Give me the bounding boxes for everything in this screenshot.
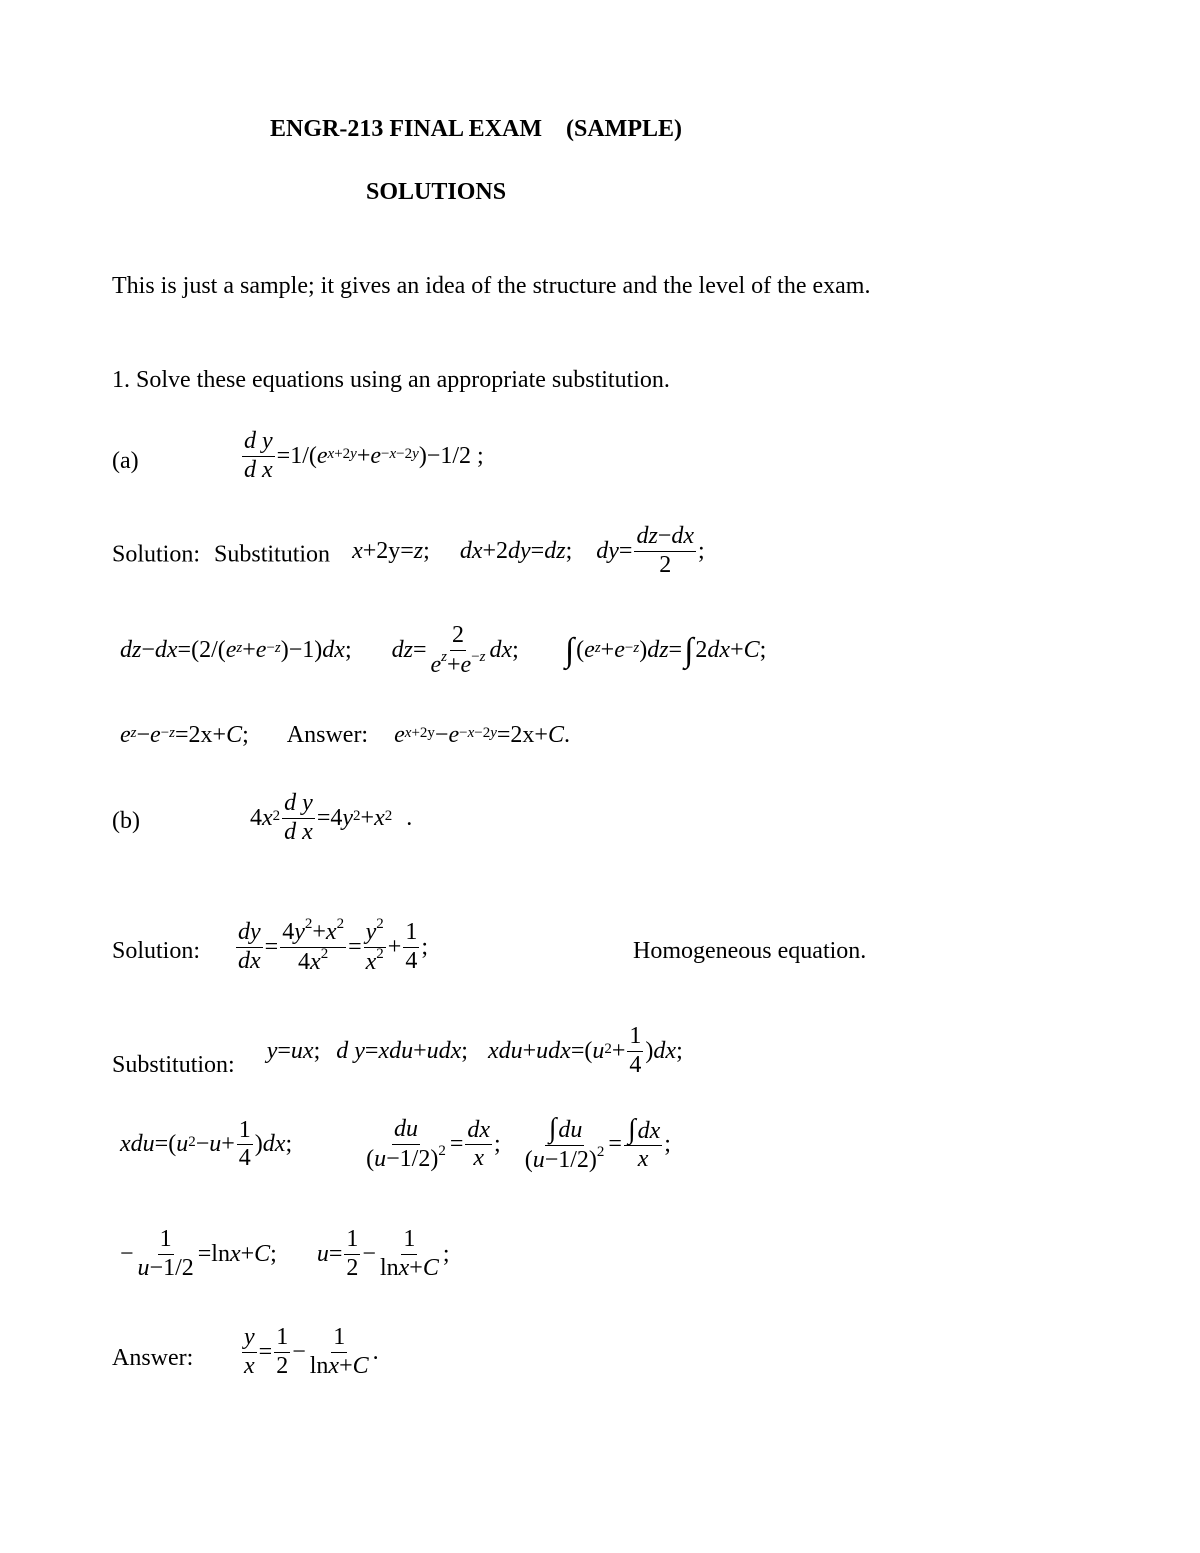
intro-text: This is just a sample; it gives an idea of the structure and the level of the exam. (112, 273, 871, 299)
answer-b-equation: $\frac{y}{x}$ = $\frac{1}{2}$ − $\frac{1}{\ln x+C}$ . (244, 1324, 379, 1379)
answer-a-label: Answer: (286, 722, 369, 748)
integrated-line: − $\frac{1}{u-1/2}$ =ln x + C ; u = $\frac{1}{2}$ − $\frac{1}{\ln x+C}$ ; (120, 1226, 450, 1281)
solution-b-label (112, 938, 200, 965)
substitution-b-line: Substitution: y = ux ; d y = xdu + udx ; xdu + udx =( u $^2$ + $\frac{1}{4}$ ) dx ; (112, 1023, 683, 1078)
part-b-label (112, 808, 140, 835)
title-text: ENGR-213 FINAL EXAM (SAMPLE) (270, 116, 682, 142)
separation-line: xdu =( u $^2$ − u + $\frac{1}{4}$ ) dx ; $\frac{du}{(u-1/2)^2}$ = $\frac{dx}{x}$ ; $\frac{\int du}{(u-1/2)^2}$ = $\frac{\int dx}{x}$ ; (120, 1113, 671, 1173)
answer-b-label (112, 1345, 193, 1372)
intro-paragraph (112, 273, 870, 300)
homogeneous-note (633, 938, 866, 965)
substitution-b-label: Substitution: (112, 1051, 235, 1078)
part-a-equation: $\frac{\text{d y}}{\text{d x}}$ =1/( e $^{x +2y}$ + e $^{-x -2y}$ )−1/2 ; (244, 428, 484, 483)
part-b-label-text: (b) (112, 808, 140, 834)
solution-a-steps: dz − dx =(2/( e $^z$ + e $^{-z}$ )−1) dx ; dz = $\frac{2}{e^z+e^{-z}}$ dx ; ∫ ( e $^z$ + e $^{-z}$ ) dz = ∫ 2 dx + C ; (120, 622, 767, 678)
problem-1-prompt (112, 367, 670, 394)
solution-a-result: e $^z$ − e $^{-z}$ =2x+ C ; Answer: e $^{x +2y}$ − e $^{-x -2y}$ =2x+ C . (120, 722, 570, 748)
page-title (270, 116, 682, 143)
solution-b-label-text: Solution: (112, 938, 201, 964)
subtitle-text: SOLUTIONS (366, 179, 507, 205)
problem-1-prompt-text: 1. Solve these equations using an appropriate substitution. (112, 367, 670, 393)
answer-b-label-text: Answer: (112, 1345, 194, 1371)
solution-b-equation: $\frac{dy}{dx}$ = $\frac{4y^2+x^2}{4x^2}$ = $\frac{y^2}{x^2}$ + $\frac{1}{4}$ ; (238, 916, 428, 975)
homogeneous-note-text: Homogeneous equation. (633, 938, 867, 964)
substitution-a-label: Substitution (214, 541, 331, 568)
page-subtitle (366, 179, 506, 206)
part-a-label-text: (a) (112, 448, 139, 474)
part-a-label (112, 448, 139, 475)
part-b-equation: 4 x $^2$ $\frac{\text{d y}}{\text{d x}}$ =4 y $^2$ + x $^2$ . (250, 790, 413, 845)
solution-a-label: Solution: (112, 541, 201, 568)
solution-a-substitution: Solution: Substitution x +2y= z ; dx +2 dy = dz ; dy = $\frac{dz-dx}{2}$ ; (112, 523, 705, 578)
